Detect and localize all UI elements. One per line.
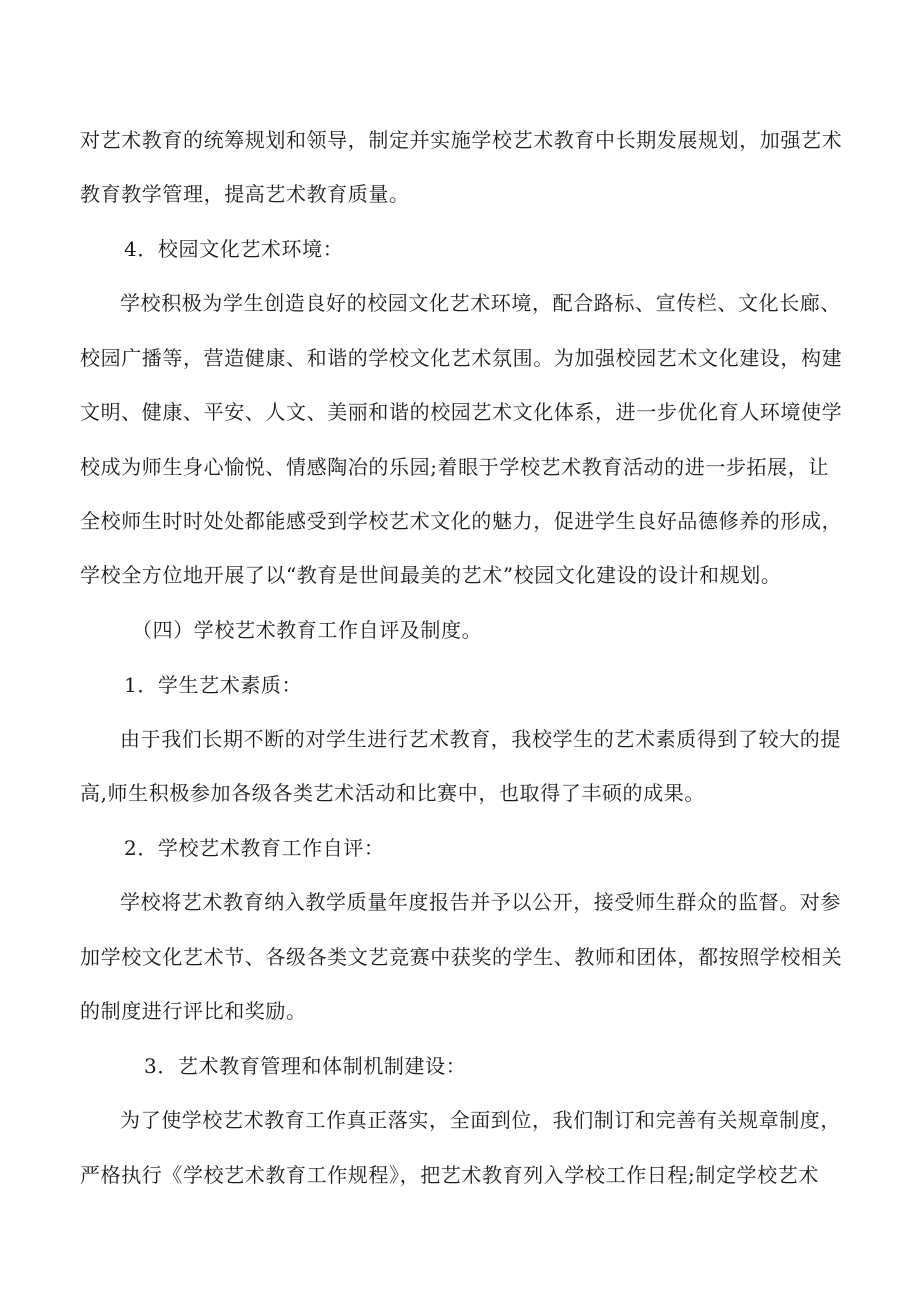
paragraph-line: 教育教学管理，提高艺术教育质量。 — [80, 182, 410, 206]
paragraph-line: 的制度进行评比和奖励。 — [80, 999, 307, 1023]
paragraph-line: 学校积极为学生创造良好的校园文化艺术环境，配合路标、宣传栏、文化长廊、 — [120, 291, 841, 315]
paragraph-line: 学校将艺术教育纳入教学质量年度报告并予以公开，接受师生群众的监督。对参 — [120, 890, 841, 914]
paragraph-line: 由于我们长期不断的对学生进行艺术教育，我校学生的艺术素质得到了较大的提 — [120, 727, 841, 751]
paragraph-line: 为了使学校艺术教育工作真正落实，全面到位，我们制订和完善有关规章制度， — [120, 1108, 841, 1132]
section-heading: （四）学校艺术教育工作自评及制度。 — [132, 618, 483, 642]
paragraph-line: 对艺术教育的统筹规划和领导，制定并实施学校艺术教育中长期发展规划，加强艺术 — [80, 128, 843, 152]
paragraph-line: 文明、健康、平安、人文、美丽和谐的校园艺术文化体系，进一步优化育人环境使学 — [80, 400, 843, 424]
section-heading: 1．学生艺术素质： — [124, 673, 303, 697]
paragraph-line: 加学校文化艺术节、各级各类文艺竞赛中获奖的学生、教师和团体，都按照学校相关 — [80, 945, 843, 969]
paragraph-line: 校园广播等，营造健康、和谐的学校文化艺术氛围。为加强校园艺术文化建设，构建 — [80, 346, 843, 370]
paragraph-line: 高,师生积极参加各级各类艺术活动和比赛中，也取得了丰硕的成果。 — [80, 781, 705, 805]
paragraph-line: 严格执行《学校艺术教育工作规程》，把艺术教育列入学校工作日程;制定学校艺术 — [80, 1163, 819, 1187]
paragraph-line: 全校师生时时处处都能感受到学校艺术文化的魅力，促进学生良好品德修养的形成， — [80, 509, 843, 533]
paragraph-line: 学校全方位地开展了以“教育是世间最美的艺术”校园文化建设的设计和规划。 — [80, 563, 782, 587]
section-heading: 4．校园文化艺术环境： — [124, 237, 344, 261]
section-heading: 2．学校艺术教育工作自评： — [124, 836, 385, 860]
section-heading: 3．艺术教育管理和体制机制建设： — [144, 1054, 467, 1078]
paragraph-line: 校成为师生身心愉悦、情感陶冶的乐园;着眼于学校艺术教育活动的进一步拓展，让 — [80, 455, 829, 479]
